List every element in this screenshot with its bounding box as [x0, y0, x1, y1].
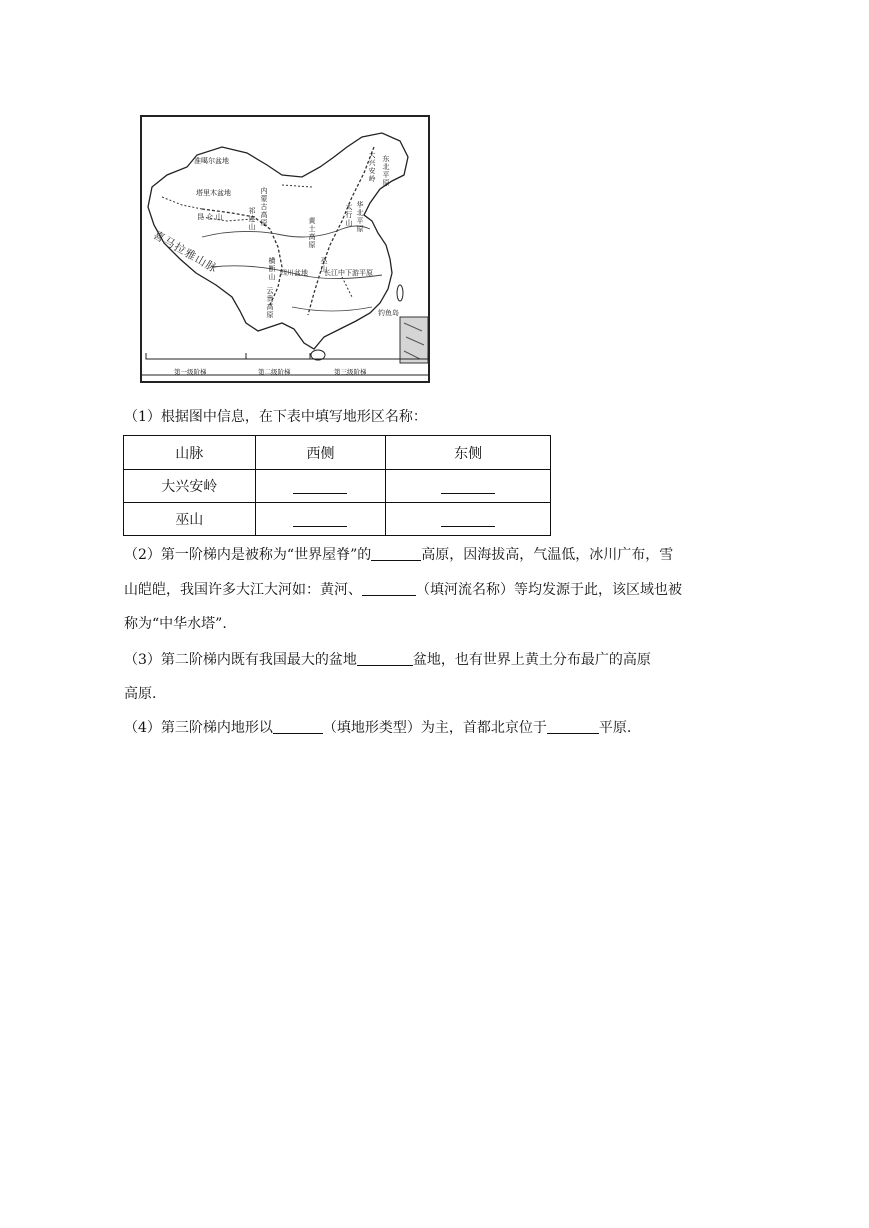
step-label-1: 第一级阶梯 — [174, 368, 207, 376]
question-4-line — [124, 718, 631, 738]
header-west: 西侧 — [255, 436, 386, 470]
label-tarim: 塔里木盆地 — [196, 189, 231, 197]
label-dongbei: 东北平原 — [382, 155, 390, 187]
row-mountain-name: 巫山 — [124, 503, 256, 536]
label-yungui: 云贵高原 — [266, 287, 274, 319]
question-3-line-2: 高原. — [124, 686, 157, 702]
label-qilian: 祁连山 — [248, 207, 256, 231]
label-huabei: 华北平原 — [356, 201, 364, 233]
answer-table — [123, 435, 551, 536]
q4-text-b: （填地形类型）为主，首都北京位于 — [322, 720, 547, 736]
label-taihang: 太行山 — [345, 203, 353, 227]
q4-text-a: （4）第三阶梯内地形以 — [124, 720, 273, 736]
label-loess: 黄土高原 — [308, 217, 316, 249]
question-3-line-1 — [124, 650, 651, 670]
step-label-3: 第三级阶梯 — [334, 368, 367, 376]
label-diaoyu: 钓鱼岛 — [378, 309, 399, 317]
answer-blank[interactable] — [273, 719, 323, 734]
table-row — [124, 470, 551, 503]
q3-text-b: 盆地，也有世界上黄土分布最广的高原 — [412, 652, 651, 668]
q3-text-a: （3）第二阶梯内既有我国最大的盆地 — [124, 652, 357, 668]
label-sichuan: 四川盆地 — [280, 269, 308, 277]
label-himalaya: 喜马拉雅山脉 — [151, 228, 220, 276]
header-east: 东侧 — [386, 436, 551, 470]
q2-text-c: 山皑皑，我国许多大江大河如：黄河、 — [124, 582, 362, 598]
label-wushan: 巫山 — [320, 257, 328, 273]
answer-blank-east[interactable] — [386, 470, 551, 503]
label-changjiang: 长江中下游平原 — [324, 269, 373, 277]
step-label-2: 第二级阶梯 — [258, 368, 291, 376]
answer-blank-west[interactable] — [255, 503, 386, 536]
q4-text-c: 平原. — [598, 720, 632, 736]
row-mountain-name: 大兴安岭 — [124, 470, 256, 503]
label-kunlun: 昆 仑 山 — [197, 213, 223, 221]
question-1-text: （1）根据图中信息，在下表中填写地形区名称： — [124, 409, 427, 425]
question-2-line-1 — [124, 545, 673, 565]
answer-blank-west[interactable] — [255, 470, 386, 503]
terrain-map — [140, 115, 430, 383]
table-row — [124, 503, 551, 536]
answer-blank[interactable] — [371, 546, 421, 561]
label-hengduan: 横断山 — [268, 257, 276, 281]
table-header-row — [124, 436, 551, 470]
label-da-hinggan: 大兴安岭 — [368, 151, 376, 183]
answer-blank[interactable] — [357, 651, 413, 666]
question-2-line-3: 称为“中华水塔”. — [124, 616, 227, 632]
q2-text-a: （2）第一阶梯内是被称为“世界屋脊”的 — [124, 547, 372, 563]
header-mountain: 山脉 — [124, 436, 256, 470]
q2-text-d: （填河流名称）等均发源于此，该区域也被 — [416, 582, 682, 598]
answer-blank[interactable] — [362, 581, 416, 596]
label-junggar: 准噶尔盆地 — [194, 157, 229, 165]
q2-text-b: 高原，因海拔高，气温低，冰川广布，雪 — [421, 547, 674, 563]
answer-blank[interactable] — [547, 719, 599, 734]
label-neimeng: 内蒙古高原 — [260, 187, 268, 227]
answer-blank-east[interactable] — [386, 503, 551, 536]
question-2-line-2 — [124, 580, 682, 600]
